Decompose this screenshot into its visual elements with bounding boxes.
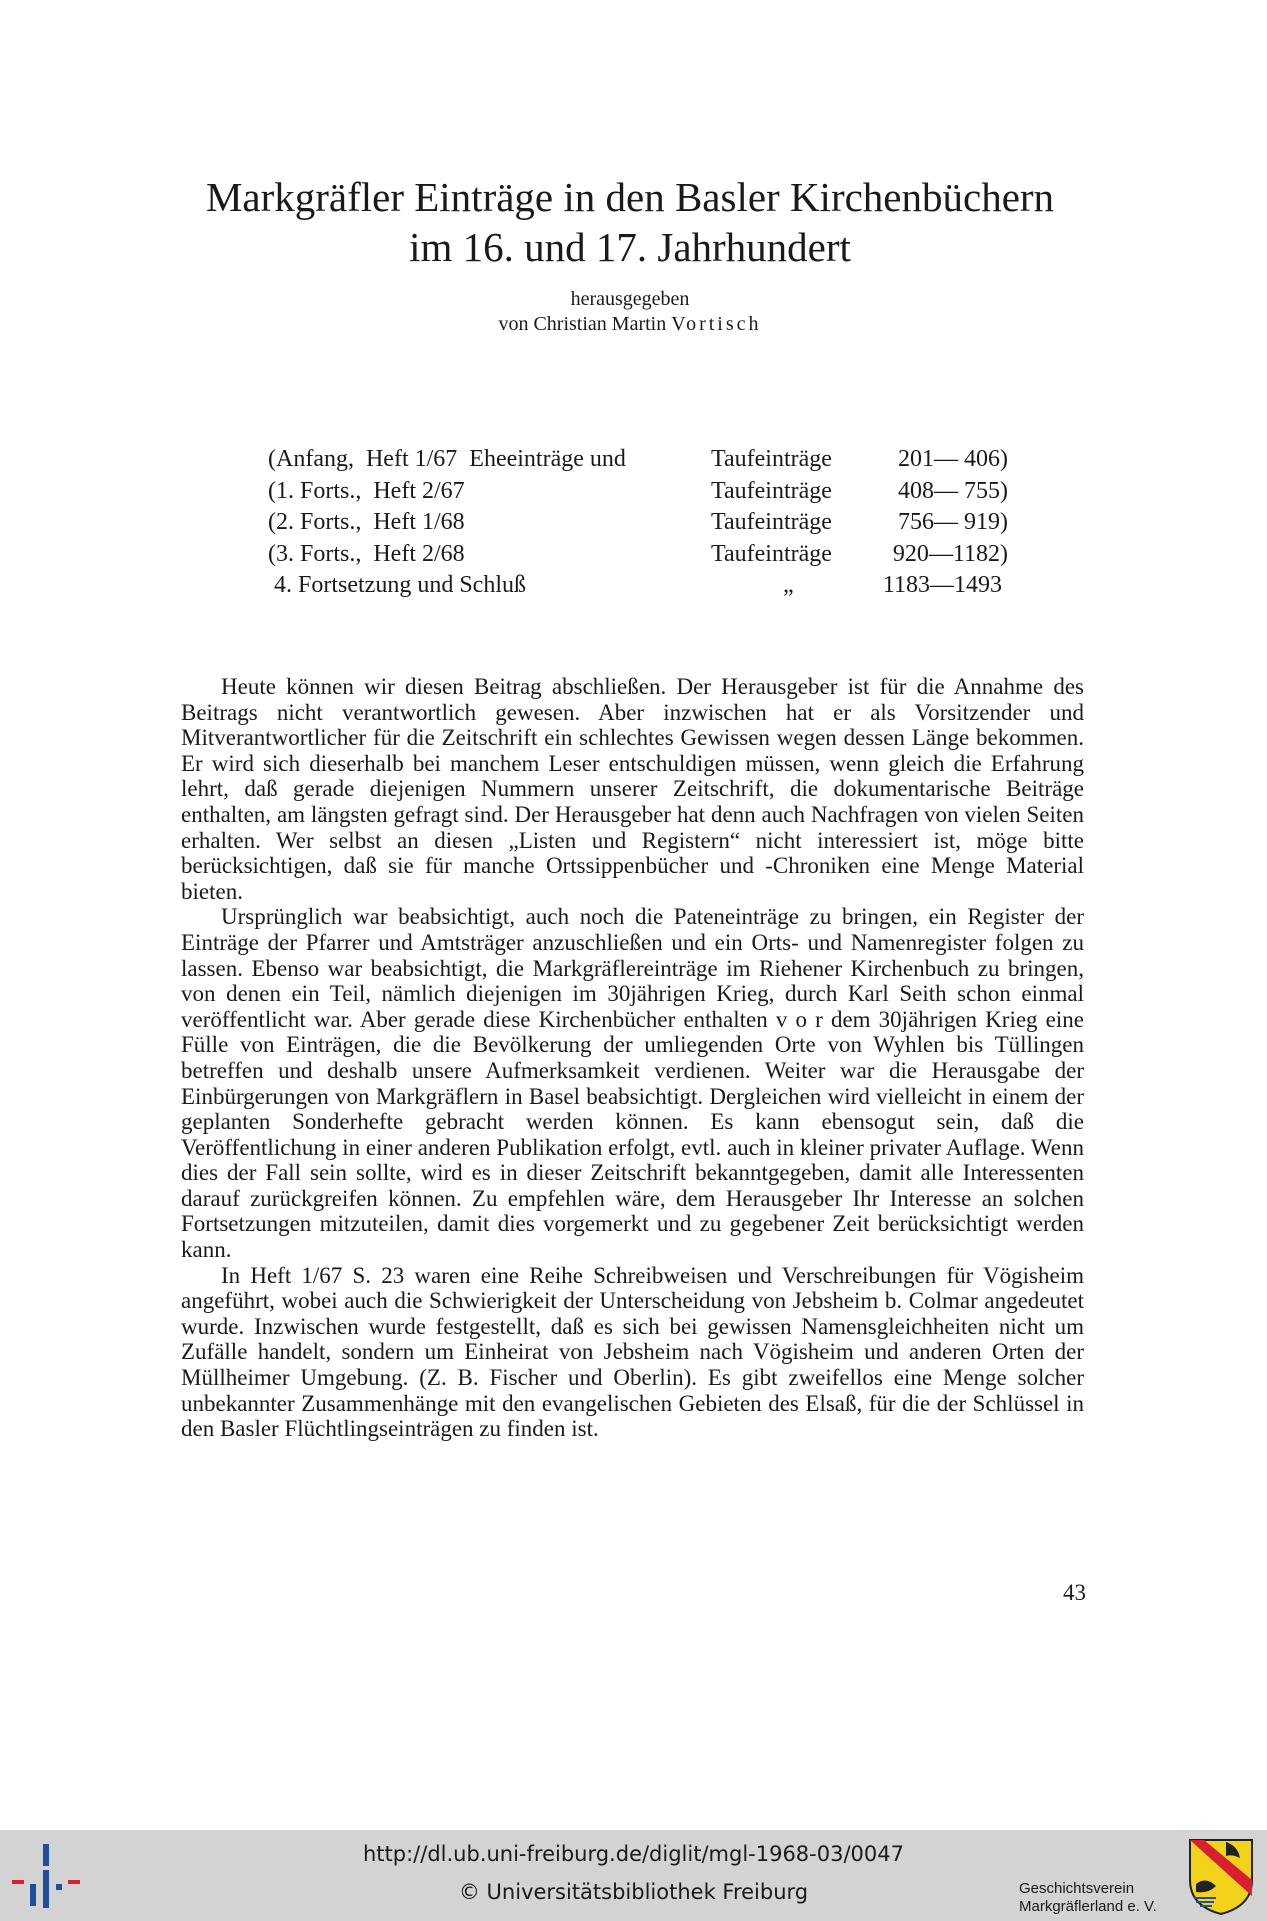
coat-of-arms-icon	[1186, 1836, 1256, 1916]
list-item	[268, 476, 1008, 508]
installments-list	[268, 444, 1008, 602]
paragraph: Heute können wir diesen Beitrag abschließen. Der Herausgeber ist für die Annahme des Beitrags nicht verantwortlich gewesen. Aber inzwischen hat er als Vorsitzender und Mitverantwortlicher für die Zeitschrift ein schlechtes Gewissen wegen dessen Länge bekommen. Er wird sich dieserhalb bei manchem Leser entschuldigen müssen, wenn gleich die Erfahrung lehrt, daß gerade diejenigen Nummern unserer Zeitschrift, die dokumentarische Beiträge enthalten, am längsten gefragt sind. Der Herausgeber hat denn auch Nachfragen von vielen Seiten erhalten. Wer selbst an diesen „Listen und Registern“ nicht interessiert ist, möge bitte berücksichtigen, daß sie für manche Ortssippenbücher und -Chroniken eine Menge Material bieten.	[181, 674, 1084, 904]
copyright-notice: © Universitätsbibliothek Freiburg	[458, 1880, 809, 1904]
footer-bar	[0, 1830, 1267, 1921]
article-body	[181, 674, 1084, 1442]
article-title	[150, 172, 1110, 272]
society-line-2: Markgräflerland e. V.	[1019, 1898, 1157, 1915]
page-number: 43	[1063, 1580, 1086, 1605]
entry-range: 408— 755)	[898, 477, 1008, 504]
byline	[150, 287, 1110, 337]
society-line-1: Geschichtsverein	[1019, 1880, 1135, 1897]
installment-label: (1. Forts., Heft 2/67	[268, 477, 465, 504]
title-line-1: Markgräfler Einträge in den Basler Kirchenbüchern	[205, 174, 1055, 220]
list-item	[268, 507, 1008, 539]
entry-range: 756— 919)	[898, 509, 1008, 535]
paragraph: Ursprünglich war beabsichtigt, auch noch die Pateneinträge zu bringen, ein Register der Einträge der Pfarrer und Amtsträger anzuschließen und ein Orts- und Namenregister folgen zu lassen. Ebenso war beabsichtigt, die Markgräflereinträge im Riehener Kirchenbuch zu bringen, von denen ein Teil, nämlich diejenigen im 30jährigen Krieg, durch Karl Seith schon einmal veröffentlicht war. Aber gerade diese Kirchenbücher enthalten v o r dem 30jährigen Krieg eine Fülle von Einträgen, die die Bevölkerung der umliegenden Orte von Wyhlen bis Tüllingen betreffen und deshalb unsere Aufmerksamkeit verdienen. Weiter war die Herausgabe der Einbürgerungen von Markgräflern in Basel beabsichtigt. Dergleichen wird vielleicht in einem der geplanten Sonderhefte gebracht werden können. Es kann ebensogut sein, daß die Veröffentlichung in einer anderen Publikation erfolgt, evtl. auch in kleiner privater Auflage. Wenn dies der Fall sein sollte, wird es in dieser Zeitschrift bekanntgegeben, damit alle Interessenten darauf zurückgreifen können. Zu empfehlen wäre, dem Herausgeber Ihr Interesse an solchen Fortsetzungen mitzuteilen, damit dies vorgemerkt und zu gegebener Zeit berücksichtigt werden kann.	[181, 904, 1084, 1263]
list-item	[268, 539, 1008, 571]
paragraph: In Heft 1/67 S. 23 waren eine Reihe Schreibweisen und Verschreibungen für Vögisheim angeführt, wobei auch die Schwierigkeit der Unterscheidung von Jebsheim b. Colmar angedeutet wurde. Inzwischen wurde festgestellt, daß es sich bei gewissen Namensgleichheiten nicht um Zufälle handelt, sondern um Einheirat von Jebsheim nach Vögisheim und anderen Orten der Müllheimer Umgebung. (Z. B. Fischer und Oberlin). Es gibt zweifellos eine Menge solcher unbekannter Zusammenhänge mit den evangelischen Gebieten des Elsaß, für die der Schlüssel in den Basler Flüchtlingseinträgen zu finden ist.	[181, 1262, 1084, 1442]
entry-type: „	[711, 572, 794, 598]
permalink-url[interactable]: http://dl.ub.uni-freiburg.de/diglit/mgl-1968-03/0047	[362, 1842, 904, 1866]
installment-label: (3. Forts., Heft 2/68	[268, 540, 465, 567]
list-item	[268, 570, 1008, 602]
installment-label: (2. Forts., Heft 1/68	[268, 509, 465, 535]
author-prefix: von Christian Martin	[498, 313, 667, 335]
title-line-2: im 16. und 17. Jahrhundert	[409, 224, 851, 270]
entry-type: Taufeinträge	[711, 509, 832, 535]
author-line	[150, 312, 1110, 337]
entry-type: Taufeinträge	[711, 540, 832, 567]
installment-label: 4. Fortsetzung und Schluß	[268, 572, 526, 598]
installment-label: (Anfang, Heft 1/67 Eheeinträge und	[268, 446, 626, 472]
entry-range: 201— 406)	[898, 446, 1008, 472]
list-item	[268, 444, 1008, 476]
entry-type: Taufeinträge	[711, 477, 832, 504]
entry-range: 1183—1493	[882, 572, 1008, 598]
society-name	[1019, 1880, 1179, 1916]
author-surname: Vortisch	[671, 313, 762, 335]
edited-by-label: herausgegeben	[570, 288, 690, 310]
entry-type: Taufeinträge	[711, 446, 832, 472]
entry-range: 920—1182)	[892, 540, 1008, 567]
